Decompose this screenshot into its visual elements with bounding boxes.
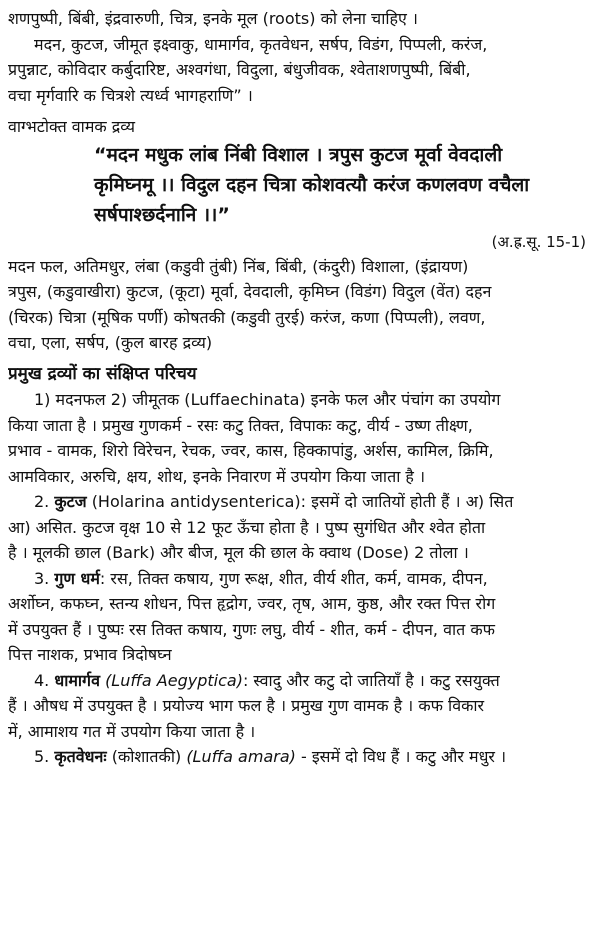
kritavedhan-mid: (कोशातकी) (111, 747, 182, 766)
intro-line-4: वचा मृर्गवारि क चित्रशे त्यर्ध्व भागहराणि” । (8, 85, 253, 105)
kritavedhan-num: 5. (34, 747, 50, 766)
kritavedhan-line-1 (8, 744, 590, 770)
quote-line-3: सर्षपाश्छर्दनानि ।।” (94, 203, 230, 226)
madanphal-latin: Luffaechinata (190, 390, 300, 409)
kutaj-line-3: है । मूलकी छाल (Bark) और बीज, मूल की छाल के क्वाथ (Dose) 2 तोला । (8, 543, 469, 562)
gun-num: 3. (34, 568, 50, 588)
explanation-line-2: त्रपुस, (कडुवाखीरा) कुटज, (कूटा) मूर्वा, देवदाली, कृमिघ्न (विडंग) विदुल (वेंत) दहन (8, 282, 492, 301)
section-heading: प्रमुख द्रव्यों का संक्षिप्त परिचय (8, 363, 197, 384)
madanphal-line-3: प्रभाव - वामक, शिरो विरेचन, रेचक, ज्वर, कास, हिक्कापांडु, अर्शस, कामिल, क्रिमि, (8, 441, 494, 460)
kutaj-rest: : इसमें दो जातियों होती हैं । अ) सित (300, 492, 514, 511)
kritavedhan-latin: (Luffa amara) (186, 747, 296, 766)
kutaj-num: 2. (34, 492, 50, 511)
gun-term: गुण धर्म (54, 568, 100, 588)
quote-line-2: कृमिघ्नमू ।। विदुल दहन चित्रा कोशवत्यौ करंज कणलवण वचैला (94, 173, 530, 196)
kritavedhan-term: कृतवेधनः (54, 747, 107, 766)
quote-reference: (अ.ह्र.सू. 15-1) (491, 232, 586, 251)
quote-line-1: “मदन मधुक लांब निंबी विशाल । त्रपुस कुटज मूर्वा वेवदाली (94, 143, 503, 166)
kutaj-latin: (Holarina antidysenterica) (91, 492, 301, 511)
dhamargav-term: धामार्गव (54, 670, 100, 690)
intro-line-3: प्रपुन्नाट, कोविदार कर्बुदारिष्ट, अश्वगंधा, विदुला, बंधुजीवक, श्वेताशणपुष्पी, बिंबी, (8, 60, 471, 79)
gun-line-4: पित्त नाशक, प्रभाव त्रिदोषघ्न (8, 645, 172, 664)
dhamargav-latin: (Luffa Aegyptica) (105, 670, 243, 690)
dhamargav-line-2: हैं । औषध में उपयुक्त है । प्रयोज्य भाग फल है । प्रमुख गुण वामक है । कफ विकार (8, 696, 485, 715)
kutaj-line-1 (8, 489, 590, 515)
kritavedhan-rest: - इसमें दो विध हैं । कटु और मधुर । (300, 747, 507, 766)
explanation-line-1: मदन फल, अतिमधुर, लंबा (कडुवी तुंबी) निंब, बिंबी, (कंदुरी) विशाला, (इंद्रायण) (8, 256, 469, 276)
gun-line-3: में उपयुक्त हैं । पुष्पः रस तिक्त कषाय, गुणः लघु, वीर्य - शीत, कर्म - दीपन, वात कफ (8, 619, 495, 639)
dhamargav-line-1 (8, 668, 590, 694)
dhamargav-num: 4. (34, 670, 50, 690)
gun-line-1 (8, 566, 590, 592)
explanation-line-3: (चिरक) चित्रा (मूषिक पर्णी) कोषतकी (कडुवी तुरई) करंज, कणा (पिप्पली), लवण, (8, 307, 486, 327)
intro-line-1: शणपुष्पी, बिंबी, इंद्रवारुणी, चित्र, इनके मूल (roots) को लेना चाहिए । (8, 9, 418, 28)
dhamargav-rest: : स्वादु और कटु दो जातियाँ है । कटु रसयुक्त (242, 670, 500, 690)
intro-line-2: मदन, कुटज, जीमूत इक्ष्वाकु, धामार्गव, कृतवेधन, सर्षप, विडंग, पिप्पली, करंज, (34, 34, 488, 54)
explanation-line-4: वचा, एला, सर्षप, (कुल बारह द्रव्य) (8, 333, 213, 352)
kutaj-line-2: आ) असित. कुटज वृक्ष 10 से 12 फूट ऊँचा होता है । पुष्प सुगंधित और श्वेत होता (8, 517, 486, 537)
vagbhata-heading: वाग्भटोक्त वामक द्रव्य (8, 117, 136, 136)
madanphal-text-a: 1) मदनफल 2) जीमूतक ( (34, 390, 191, 409)
gun-rest: : रस, तिक्त कषाय, गुण रूक्ष, शीत, वीर्य शीत, कर्म, वामक, दीपन, (99, 568, 488, 588)
madanphal-line-2: किया जाता है । प्रमुख गुणकर्म - रसः कटु तिक्त, विपाकः कटु, वीर्य - उष्ण तीक्ष्ण, (8, 415, 473, 435)
madanphal-line-4: आमविकार, अरुचि, क्षय, शोथ, इनके निवारण में उपयोग किया जाता है । (8, 466, 426, 486)
dhamargav-line-3: में, आमाशय गत में उपयोग किया जाता है । (8, 721, 256, 741)
gun-line-2: अर्शोघ्न, कफघ्न, स्तन्य शोधन, पित्त हृद्रोग, ज्वर, तृष, आम, कुष्ठ, और रक्त पित्त रोग (8, 594, 496, 613)
kutaj-term: कुटज (54, 492, 87, 511)
madanphal-text-b: ) इनके फल और पंचांग का उपयोग (299, 390, 501, 409)
madanphal-line-1 (8, 387, 590, 413)
